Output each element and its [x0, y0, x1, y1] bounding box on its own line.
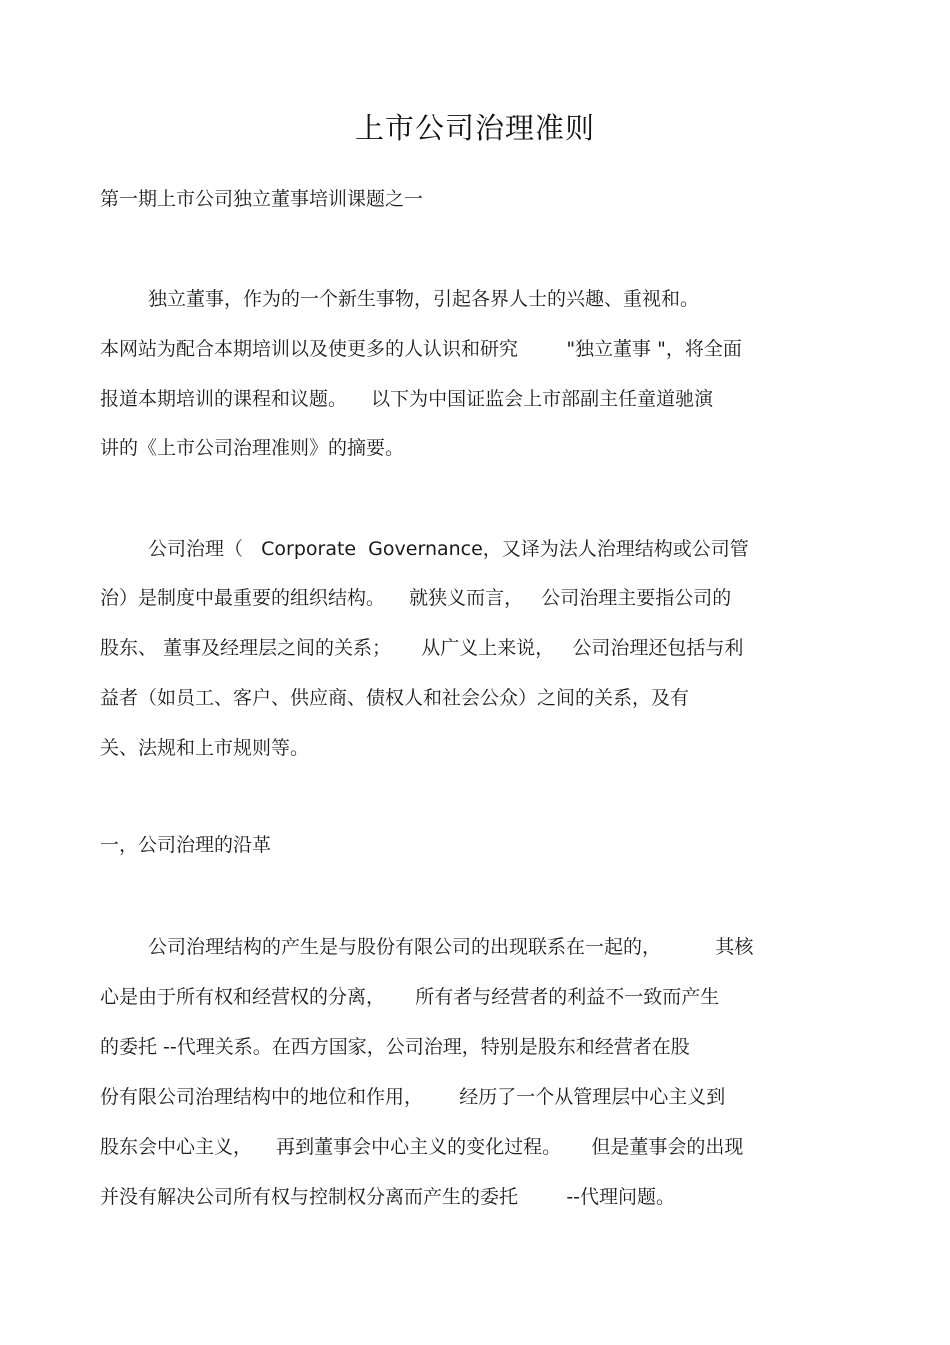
- paragraph-2-line-5: 关、法规和上市规则等。: [100, 737, 310, 759]
- section-heading: 一，公司治理的沿革: [100, 834, 272, 856]
- document-title: 上市公司治理准则: [354, 111, 595, 145]
- paragraph-1-line-1: 独立董事，作为的一个新生事物，引起各界人士的兴趣、重视和。: [148, 288, 700, 310]
- paragraph-3-line-2: 心是由于所有权和经营权的分离， 所有者与经营者的利益不一致而产生: [100, 986, 720, 1008]
- paragraph-3-line-4: 份有限公司治理结构中的地位和作用， 经历了一个从管理层中心主义到: [100, 1086, 726, 1108]
- document-subtitle: 第一期上市公司独立董事培训课题之一: [100, 188, 424, 210]
- paragraph-3-line-3: 的委托 --代理关系。在西方国家，公司治理，特别是股东和经营者在股: [100, 1036, 690, 1058]
- paragraph-3-line-5: 股东会中心主义， 再到董事会中心主义的变化过程。 但是董事会的出现: [100, 1136, 744, 1158]
- paragraph-2-line-4: 益者（如员工、客户、供应商、债权人和社会公众）之间的关系，及有: [100, 687, 690, 709]
- paragraph-2-line-3: 股东、 董事及经理层之间的关系； 从广义上来说， 公司治理还包括与利: [100, 637, 744, 659]
- paragraph-3-line-1: 公司治理结构的产生是与股份有限公司的出现联系在一起的， 其核: [148, 936, 754, 958]
- paragraph-1-line-2: 本网站为配合本期培训以及使更多的人认识和研究 "独立董事 "，将全面: [100, 338, 742, 360]
- paragraph-3-line-6: 并没有解决公司所有权与控制权分离而产生的委托 --代理问题。: [100, 1186, 676, 1208]
- paragraph-1-line-3: 报道本期培训的课程和议题。 以下为中国证监会上市部副主任童道驰演: [100, 388, 714, 410]
- paragraph-2-line-2: 治）是制度中最重要的组织结构。 就狭义而言， 公司治理主要指公司的: [100, 587, 732, 609]
- paragraph-1-line-4: 讲的《上市公司治理准则》的摘要。: [100, 437, 405, 459]
- paragraph-2-line-1: 公司治理（ Corporate Governance，又译为法人治理结构或公司管: [148, 538, 749, 560]
